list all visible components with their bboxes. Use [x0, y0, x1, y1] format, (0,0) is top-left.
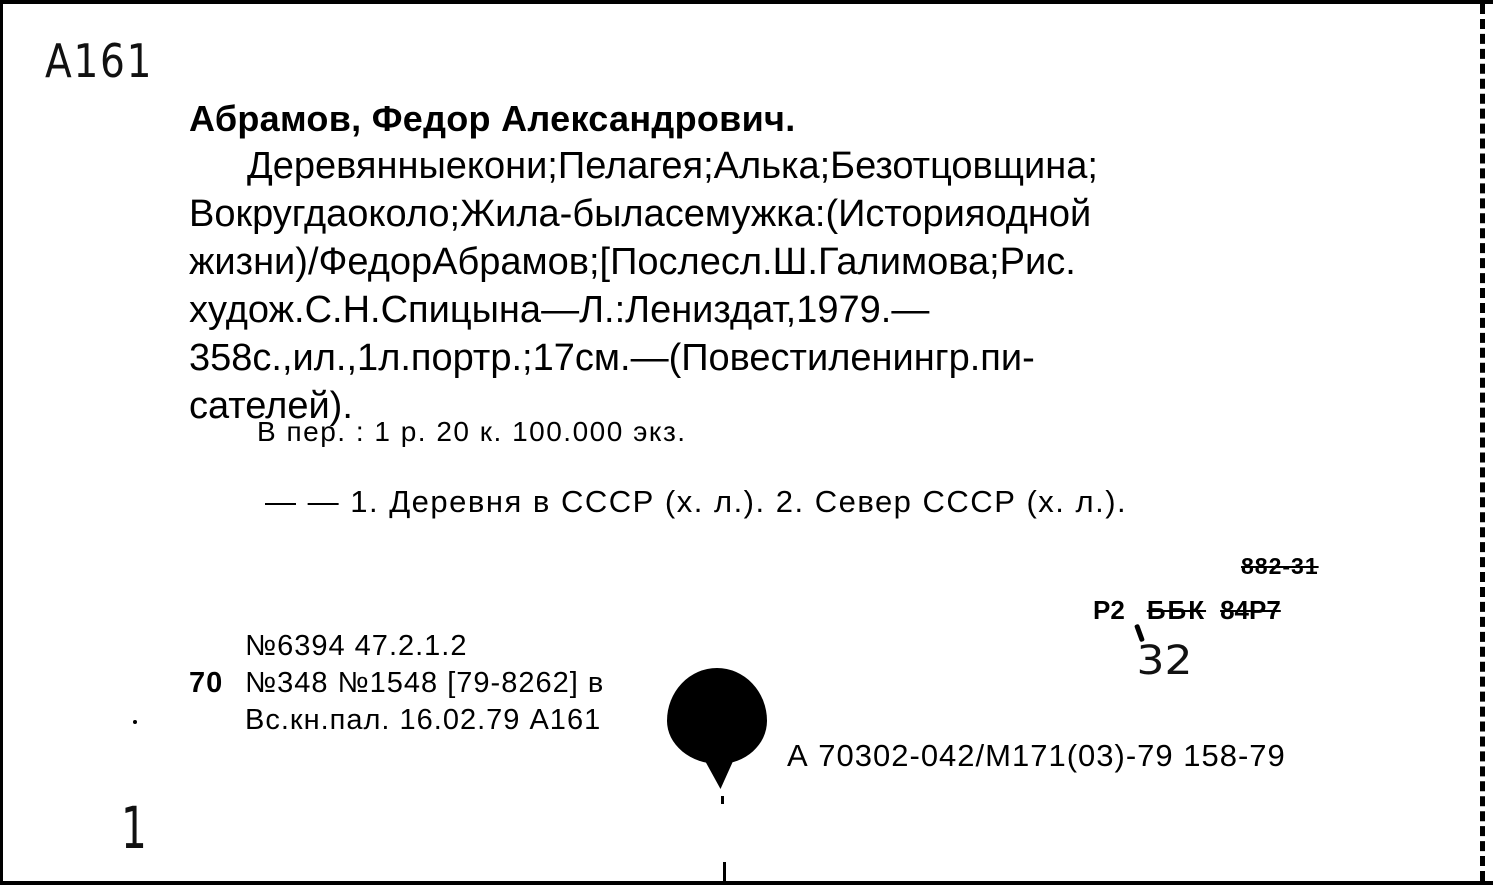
description-word: Абрамов;	[432, 241, 600, 283]
description-line	[189, 142, 1361, 190]
description-word: С.	[304, 289, 343, 331]
description-word: одной	[985, 193, 1092, 235]
description-word: л.	[378, 337, 411, 379]
description-word: [Послесл.	[599, 241, 773, 283]
description-word: Галимова;	[817, 241, 1000, 283]
description-word: Пелагея;	[557, 145, 714, 187]
description-word: (История	[825, 193, 986, 235]
classification-code: Р2	[1093, 595, 1125, 625]
description-word: семужка	[664, 193, 815, 235]
description-word: Ш.	[772, 241, 818, 283]
description-word: Вокруг	[189, 193, 304, 235]
description-word: Рис.	[999, 241, 1076, 283]
description-word: Деревянные	[247, 145, 467, 187]
description-word: Н.	[342, 289, 381, 331]
punched-hole-tail	[693, 739, 743, 789]
description-word: Лениздат,	[625, 289, 797, 331]
description-word: около;	[347, 193, 461, 235]
description-word: Федор	[318, 241, 433, 283]
description-word: Безотцовщина;	[830, 145, 1098, 187]
description-word: Алька;	[713, 145, 831, 187]
speck	[133, 720, 137, 724]
subject-tracings: — — 1. Деревня в СССР (х. л.). 2. Север СССР (х. л.).	[265, 484, 1128, 519]
description-word: —	[891, 289, 930, 331]
description-word: сателей).	[189, 385, 353, 427]
description-word: Спицына	[380, 289, 542, 331]
registry-line-3: Вс.кн.пал. 16.02.79 А161	[245, 704, 602, 736]
description-word: ил.,	[292, 337, 358, 379]
description-line	[189, 190, 1361, 238]
card-right-edge	[1480, 4, 1485, 881]
publisher-code: А 70302-042/М171(03)-79 158-79	[787, 738, 1286, 773]
description-word: —	[541, 289, 580, 331]
description-word: пи-	[980, 337, 1035, 379]
description-word: Жила-была	[460, 193, 665, 235]
description-line	[189, 286, 1361, 334]
description-line	[189, 334, 1361, 382]
description-word: /	[307, 241, 319, 283]
struck-classification-code: 882-31	[1241, 553, 1319, 579]
description-word: см.	[574, 337, 631, 379]
speck	[721, 796, 724, 804]
description-word: 1	[357, 337, 379, 379]
handwritten-call-number: А161	[45, 34, 154, 88]
description-word: да	[303, 193, 348, 235]
handwritten-corner-mark: 1	[121, 794, 147, 862]
description-word: (Повести	[668, 337, 829, 379]
description-word: худож.	[189, 289, 305, 331]
bbk-code: 84Р7	[1220, 595, 1281, 625]
registry-prefix: 70	[189, 667, 224, 699]
description-word: —	[630, 337, 669, 379]
description-word: ленингр.	[828, 337, 981, 379]
description-word: 358	[189, 337, 253, 379]
description-word: Л.	[579, 289, 615, 331]
handwritten-number: 32	[1136, 638, 1193, 684]
registry-line-2: 70 №348 №1548 [79-8262] в	[189, 665, 604, 702]
price-and-print-run: В пер. : 1 р. 20 к. 100.000 экз.	[257, 416, 687, 447]
author-heading: Абрамов, Федор Александрович.	[189, 98, 796, 139]
description-word: 17	[532, 337, 575, 379]
description-word: с.,	[252, 337, 293, 379]
description-word: 1979.	[796, 289, 892, 331]
bbk-label: ББК	[1146, 595, 1207, 625]
description-word: кони;	[466, 145, 558, 187]
description-word: жизни)	[189, 241, 308, 283]
description-word: :	[614, 289, 626, 331]
description-word: :	[814, 193, 826, 235]
description-word: портр.;	[410, 337, 533, 379]
registry-numbers	[189, 628, 604, 739]
classification-row	[1093, 595, 1281, 626]
description-line	[189, 238, 1361, 286]
registry-line-1: №6394 47.2.1.2	[245, 630, 468, 662]
bibliographic-description	[189, 142, 1361, 430]
speck	[723, 862, 726, 884]
